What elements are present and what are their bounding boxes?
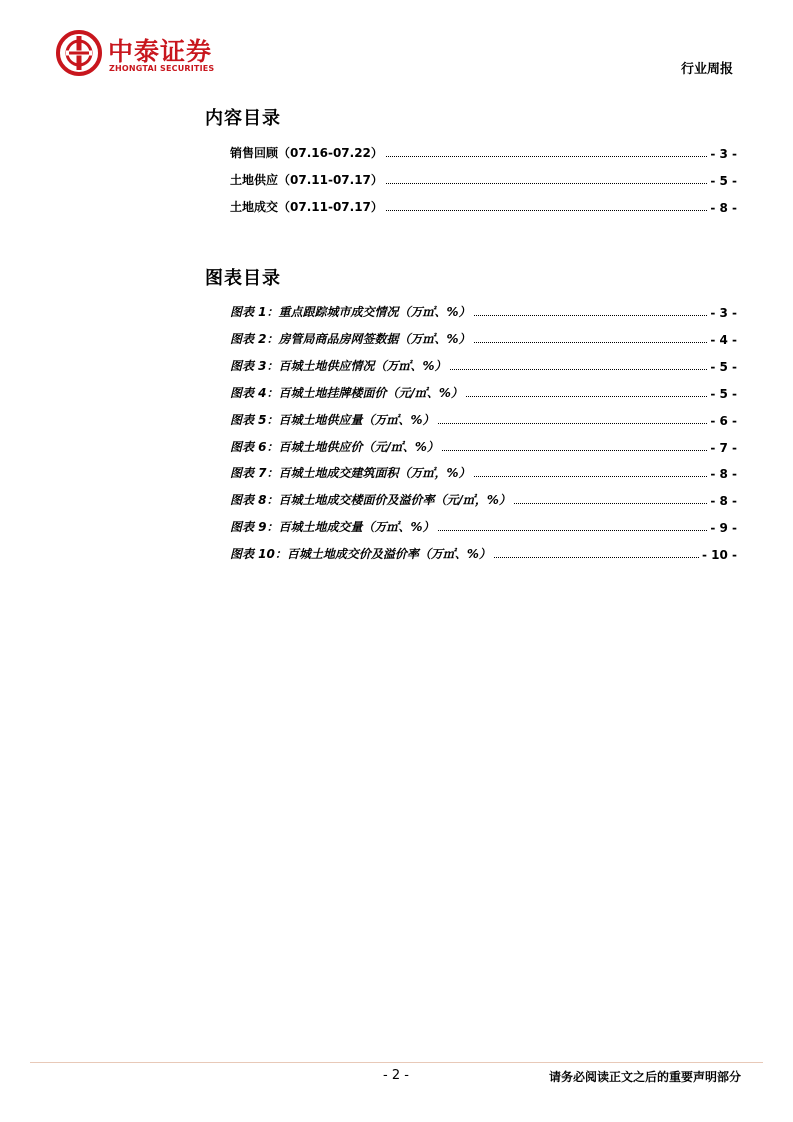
dot-leader [450, 369, 708, 370]
figure-entry-label: 图表 1：重点跟踪城市成交情况（万㎡、%） [230, 305, 471, 319]
figure-entry[interactable] [230, 463, 737, 481]
dot-leader [466, 396, 707, 397]
figure-entry[interactable] [230, 490, 737, 508]
figure-entry[interactable] [230, 410, 737, 428]
figure-entry-page: - 8 - [710, 467, 737, 481]
figure-entry-label: 图表 3：百城土地供应情况（万㎡、%） [230, 359, 447, 373]
toc-entry-page: - 8 - [710, 201, 737, 215]
figure-entry-label: 图表 4：百城土地挂牌楼面价（元/㎡、%） [230, 386, 463, 400]
dot-leader [474, 342, 708, 343]
figure-entry[interactable] [230, 544, 737, 562]
figure-entry[interactable] [230, 383, 737, 401]
toc-entry[interactable] [230, 143, 737, 161]
figure-entry-label: 图表 7：百城土地成交建筑面积（万㎡，%） [230, 466, 471, 480]
figure-entry-page: - 8 - [710, 494, 737, 508]
toc-entry[interactable] [230, 170, 737, 188]
figure-entry-page: - 10 - [701, 548, 737, 562]
dot-leader [474, 476, 708, 477]
footer-disclaimer: 请务必阅读正文之后的重要声明部分 [548, 1070, 741, 1084]
dot-leader [386, 210, 707, 211]
figure-entry-label: 图表 9：百城土地成交量（万㎡、%） [230, 520, 435, 534]
dot-leader [442, 450, 707, 451]
figure-entry-label: 图表 2：房管局商品房网签数据（万㎡、%） [230, 332, 471, 346]
figure-entry[interactable] [230, 437, 737, 455]
figure-entry-page: - 6 - [710, 414, 737, 428]
toc-title: 内容目录 [205, 108, 281, 129]
dot-leader [386, 156, 707, 157]
dot-leader [474, 315, 708, 316]
figure-entry-page: - 3 - [710, 306, 737, 320]
toc-entry[interactable] [230, 197, 737, 215]
figure-entry-page: - 5 - [710, 360, 737, 374]
figure-entry-label: 图表 10：百城土地成交价及溢价率（万㎡、%） [230, 547, 491, 561]
logo-english-text: ZHONGTAI SECURITIES [109, 64, 215, 73]
figure-entry-label: 图表 6：百城土地供应价（元/㎡、%） [230, 440, 439, 454]
figures-title: 图表目录 [205, 268, 281, 289]
toc-entry-page: - 3 - [710, 147, 737, 161]
document-type: 行业周报 [680, 62, 733, 77]
page-number: - 2 - [383, 1068, 409, 1083]
logo-chinese-text: 中泰证券 [108, 37, 213, 66]
dot-leader [494, 557, 699, 558]
figure-entry[interactable] [230, 356, 737, 374]
toc-entry-page: - 5 - [710, 174, 737, 188]
toc-entry-label: 销售回顾（07.16-07.22） [230, 146, 383, 160]
toc-entry-label: 土地供应（07.11-07.17） [230, 173, 383, 187]
dot-leader [514, 503, 707, 504]
dot-leader [438, 530, 708, 531]
toc-entry-label: 土地成交（07.11-07.17） [230, 200, 383, 214]
figure-entry[interactable] [230, 302, 737, 320]
footer-divider [30, 1062, 763, 1063]
figure-entry[interactable] [230, 517, 737, 535]
figure-entry-page: - 5 - [710, 387, 737, 401]
figure-entry-label: 图表 5：百城土地供应量（万㎡、%） [230, 413, 435, 427]
figure-entry[interactable] [230, 329, 737, 347]
dot-leader [386, 183, 707, 184]
figure-entry-page: - 4 - [710, 333, 737, 347]
zhongtai-logo-icon [56, 30, 102, 76]
figure-entry-page: - 7 - [710, 441, 737, 455]
dot-leader [438, 423, 708, 424]
figure-entry-page: - 9 - [710, 521, 737, 535]
figure-entry-label: 图表 8：百城土地成交楼面价及溢价率（元/㎡，%） [230, 493, 511, 507]
